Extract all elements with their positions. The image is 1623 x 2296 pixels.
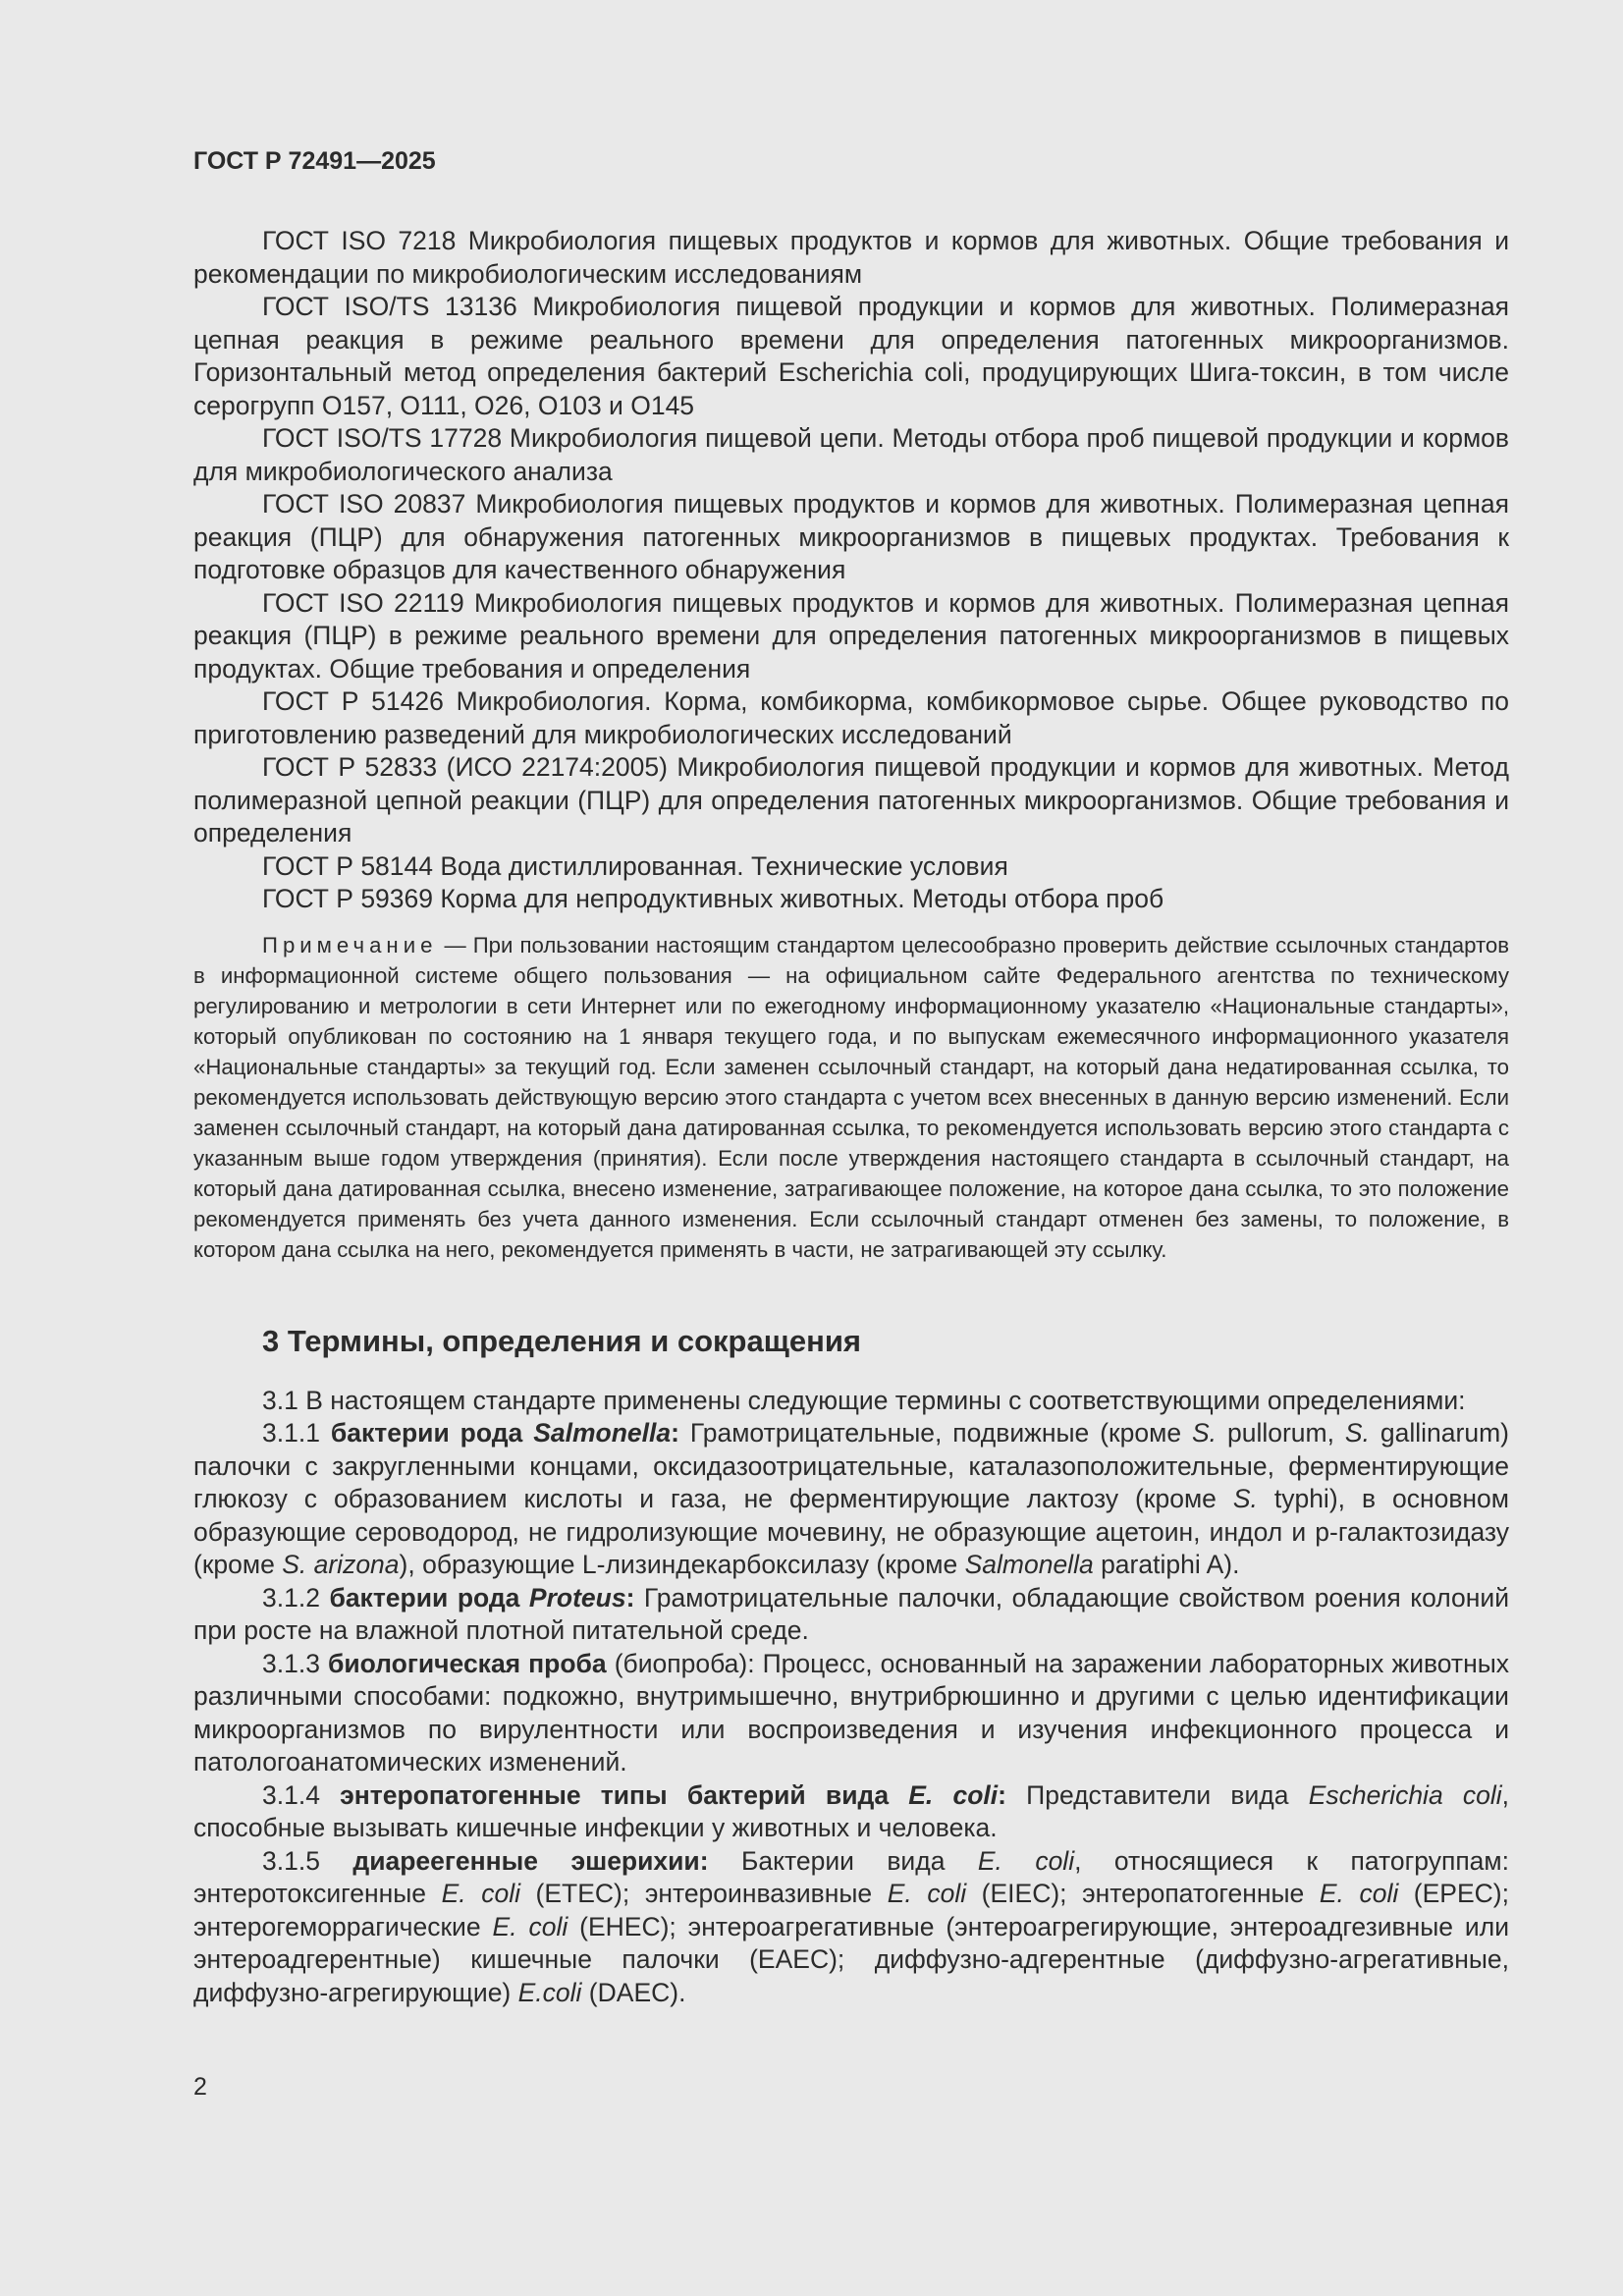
term-name: бактерии рода — [330, 1418, 534, 1448]
definition-italic: S. — [1344, 1418, 1370, 1448]
term-number: 3.1.5 — [262, 1845, 353, 1876]
term-definition — [193, 1582, 1509, 1648]
definition-text: (EHEC); энтероагрегативные (энтероагрегирующие, энтероадгезивные или энтероадгерентные) кишечные палочки (EAEC); диффузно-адгерентные (диффузно-агрегативные, диффузно-агрегирующие) — [193, 1911, 1509, 2007]
term-name: биологическая проба — [327, 1648, 607, 1678]
reference-item: ГОСТ ISO 7218 Микробиология пищевых продуктов и кормов для животных. Общие требования и рекомендации по микробиологическим исследованиям — [193, 226, 1509, 289]
definition-text: , способные вызывать кишечные инфекции у животных и человека. — [193, 1779, 1510, 1842]
definition-text: gallinarum) палочки с закругленными концами, оксидазоотрицательные, каталазоположительные, ферментирующие глюкозу с образованием кислоты и газа, не ферментирующие лактозу (кроме — [193, 1418, 1509, 1513]
term-definition — [193, 1417, 1509, 1582]
definition-italic: E. coli — [1319, 1879, 1399, 1908]
term-definition — [193, 1779, 1509, 1845]
definition-text: (ETEC); энтероинвазивные — [519, 1879, 888, 1908]
definition-text: Бактерии вида — [708, 1845, 978, 1876]
definition-text: (EIEC); энтеропатогенные — [966, 1879, 1320, 1908]
document-header: ГОСТ Р 72491—2025 — [193, 147, 436, 175]
definition-italic: S. — [1192, 1418, 1217, 1448]
term-colon: : — [998, 1779, 1006, 1810]
reference-item: ГОСТ Р 59369 Корма для непродуктивных животных. Методы отбора проб — [262, 884, 1164, 913]
definition-italic: E. coli — [887, 1879, 967, 1908]
definition-italic: E. coli — [977, 1845, 1075, 1876]
definition-text: Грамотрицательные, подвижные (кроме — [678, 1418, 1192, 1448]
reference-item: ГОСТ Р 58144 Вода дистиллированная. Технические условия — [262, 850, 1008, 881]
note-label: Примечание — [262, 932, 438, 957]
term-number: 3.1.4 — [262, 1779, 341, 1810]
term-name: бактерии рода — [329, 1582, 529, 1613]
note-paragraph — [193, 930, 1509, 1265]
definition-italic: S. — [1232, 1484, 1258, 1513]
definition-italic: S. arizona — [282, 1550, 400, 1579]
term-number: 3.1.2 — [262, 1582, 330, 1613]
definition-text: , относящиеся к патогруппам: энтеротоксигенные — [193, 1845, 1509, 1908]
definition-italic: Salmonella — [964, 1550, 1094, 1579]
reference-item: ГОСТ ISO/TS 13136 Микробиология пищевой продукции и кормов для животных. Полимеразная цепная реакция в режиме реального времени для определения патогенных микроорганизмов. Горизонтальный метод определения бактерий Escherichia coli, продуцирующих Шига-токсин, в том числе серогрупп О157, О111, О26, О103 и О145 — [193, 292, 1509, 420]
definition-italic: E.coli — [517, 1977, 582, 2007]
definition-italic: E. coli — [441, 1879, 520, 1908]
definition-text: paratiphi A). — [1093, 1550, 1240, 1579]
definition-text: Грамотрицательные палочки, обладающие свойством роения колоний при росте на влажной плотной питательной среде. — [193, 1582, 1509, 1645]
definition-text: (DAEC). — [581, 1977, 686, 2007]
term-number: 3.1.3 — [262, 1648, 328, 1678]
reference-item: ГОСТ ISO 20837 Микробиология пищевых продуктов и кормов для животных. Полимеразная цепная реакция (ПЦР) для обнаружения патогенных микроорганизмов в пищевых продуктах. Требования к подготовке образцов для качественного обнаружения — [193, 489, 1509, 584]
definition-text: ), образующие L-лизиндекарбоксилазу (кроме — [399, 1550, 965, 1579]
term-definition — [193, 1648, 1509, 1779]
definition-italic: Escherichia coli — [1308, 1779, 1502, 1810]
section-title: 3 Термины, определения и сокращения — [262, 1323, 861, 1358]
reference-item: ГОСТ Р 51426 Микробиология. Корма, комбикорма, комбикормовое сырье. Общее руководство по приготовлению разведений для микробиологических исследований — [193, 686, 1509, 749]
page-content — [193, 225, 1509, 2009]
term-name: энтеропатогенные типы бактерий вида — [340, 1779, 909, 1810]
reference-item: ГОСТ Р 52833 (ИСО 22174:2005) Микробиология пищевой продукции и кормов для животных. Метод полимеразной цепной реакции (ПЦР) для определения патогенных микроорганизмов. Общие требования и определения — [193, 752, 1509, 847]
definition-text: typhi), в основном образующие сероводород, не гидролизующие мочевину, не образующие ацетоин, индол и р-галактозидазу (кроме — [193, 1484, 1509, 1579]
definition-italic: E. coli — [492, 1911, 568, 1941]
definition-text: (биопроба): Процесс, основанный на заражении лабораторных животных различными способами: подкожно, внутримышечно, внутрибрюшинно и другими с целью идентификации микроорганизмов по вирулентности или воспроизведения и изучения инфекционного процесса и патологоанатомических изменений. — [193, 1648, 1510, 1777]
term-name-italic: Salmonella — [533, 1418, 672, 1448]
term-number: 3.1.1 — [262, 1418, 331, 1448]
definition-text: pullorum, — [1217, 1418, 1345, 1448]
definition-text: Представители вида — [1005, 1779, 1309, 1810]
term-name-italic: E. coli — [908, 1779, 999, 1810]
section-intro: 3.1 В настоящем стандарте применены следующие термины с соответствующими определениями: — [262, 1385, 1466, 1415]
reference-item: ГОСТ ISO/TS 17728 Микробиология пищевой цепи. Методы отбора проб пищевой продукции и кормов для микробиологического анализа — [193, 423, 1509, 486]
page-number: 2 — [193, 2073, 207, 2101]
reference-item: ГОСТ ISO 22119 Микробиология пищевых продуктов и кормов для животных. Полимеразная цепная реакция (ПЦР) в режиме реального времени для определения патогенных микроорганизмов в пищевых продуктах. Общие требования и определения — [193, 587, 1509, 683]
note-text: — При пользовании настоящим стандартом целесообразно проверить действие ссылочных стандартов в информационной системе общего пользования — на официальном сайте Федерального агентства по техническому регулированию и метрологии в сети Интернет или по ежегодному информационному указателю «Национальные стандарты», который опубликован по состоянию на 1 января текущего года, и по выпускам ежемесячного информационного указателя «Национальные стандарты» за текущий год. Если заменен ссылочный стандарт, на который дана недатированная ссылка, то рекомендуется использовать действующую версию этого стандарта с учетом всех внесенных в данную версию изменений. Если заменен ссылочный стандарт, на который дана датированная ссылка, то рекомендуется использовать версию этого стандарта с указанным выше годом утверждения (принятия). Если после утверждения настоящего стандарта в ссылочный стандарт, на который дана датированная ссылка, внесено изменение, затрагивающее положение, на которое дана ссылка, то это положение рекомендуется применять без учета данного изменения. Если ссылочный стандарт отменен без замены, то положение, в котором дана ссылка на него, рекомендуется применять в части, не затрагивающей эту ссылку. — [193, 932, 1509, 1262]
definition-text: (EPEC); энтерогеморрагические — [193, 1879, 1509, 1941]
term-definition — [193, 1845, 1509, 2010]
reference-list — [193, 225, 1509, 916]
term-colon: : — [625, 1582, 635, 1613]
term-name-italic: Proteus — [528, 1582, 626, 1613]
term-name: диареегенные эшерихии: — [352, 1845, 709, 1876]
term-colon: : — [671, 1418, 679, 1448]
